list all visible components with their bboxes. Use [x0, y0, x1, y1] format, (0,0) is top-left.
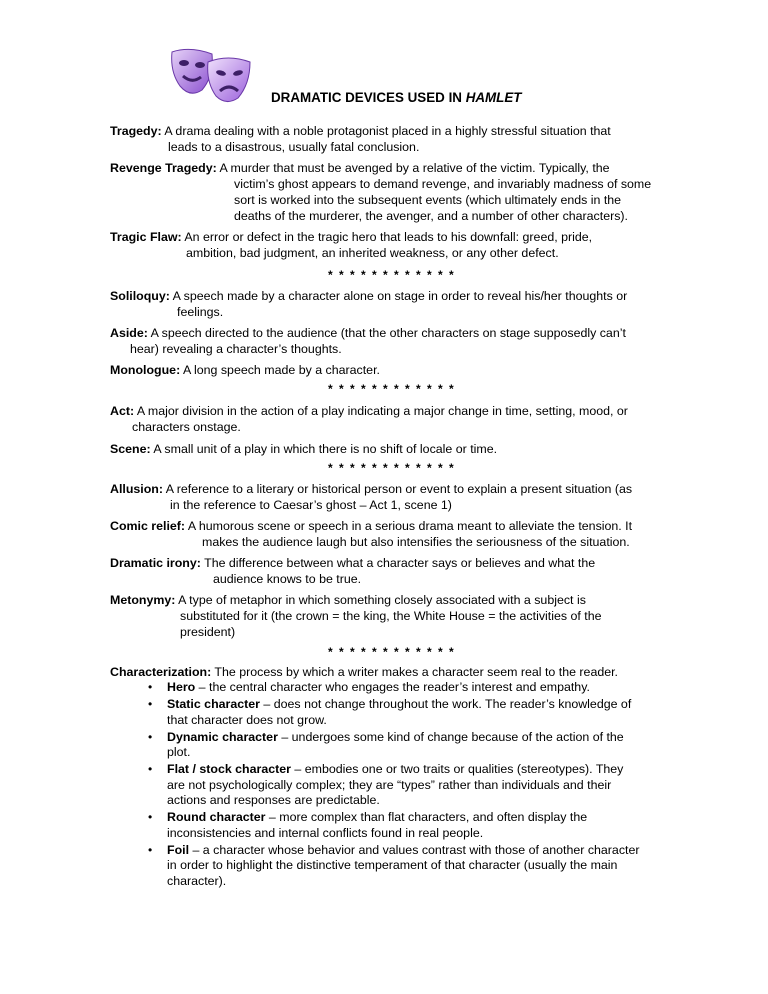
bullet-line: actions and responses are predictable.	[167, 793, 380, 808]
character-types-list	[110, 680, 670, 891]
entry-line: A speech made by a character alone on stage in order to reveal his/her thoughts or	[169, 289, 628, 303]
title-text: DRAMATIC DEVICES USED IN	[271, 90, 466, 105]
entry-line: A long speech made by a character.	[180, 363, 380, 377]
entry-dramatic-irony	[110, 555, 670, 587]
bullet-icon: •	[148, 697, 153, 712]
entry-term: Revenge Tragedy:	[110, 161, 217, 175]
entry-line: substituted for it (the crown = the king, the White House = the activities of the	[180, 609, 602, 623]
bullet-line: in order to highlight the distinctive temperament of that character (usually the main	[167, 858, 618, 873]
entry-line: audience knows to be true.	[213, 572, 362, 586]
section-divider: * * * * * * * * * * * *	[328, 268, 456, 282]
bullet-line: inconsistencies and internal conflicts found in real people.	[167, 825, 484, 840]
bullet-term: Hero	[167, 680, 196, 694]
entry-term: Allusion:	[110, 482, 163, 496]
entry-act	[110, 403, 670, 435]
entry-line: hear) revealing a character’s thoughts.	[130, 342, 342, 356]
page-title	[271, 90, 521, 105]
entry-term: Scene:	[110, 442, 151, 456]
entry-monologue	[110, 362, 670, 378]
entry-metonymy	[110, 592, 670, 640]
entry-line: A speech directed to the audience (that the other characters on stage supposedly can’t	[147, 326, 626, 340]
bullet-term: Round character	[167, 810, 266, 825]
entry-line: feelings.	[177, 305, 224, 319]
theater-masks-icon	[168, 46, 254, 106]
entry-term: Dramatic irony:	[110, 556, 201, 570]
bullet-line: that character does not grow.	[167, 712, 327, 727]
entry-scene	[110, 441, 670, 457]
entry-line: An error or defect in the tragic hero that leads to his downfall: greed, pride,	[181, 230, 593, 244]
bullet-line: – undergoes some kind of change because of the action of the	[277, 729, 624, 744]
bullet-line: – embodies one or two traits or qualities (stereotypes). They	[290, 762, 624, 777]
entry-line: president)	[180, 625, 236, 639]
entry-comic-relief	[110, 518, 670, 550]
entry-term: Characterization:	[110, 665, 212, 679]
entry-line: The process by which a writer makes a character seem real to the reader.	[211, 665, 618, 679]
entry-line: A humorous scene or speech in a serious drama meant to alleviate the tension. It	[185, 519, 633, 533]
bullet-line: character).	[167, 873, 227, 888]
bullet-term: Foil	[167, 842, 190, 857]
entry-line: The difference between what a character says or believes and what the	[200, 556, 596, 570]
entry-term: Act:	[110, 404, 135, 418]
list-item	[110, 762, 670, 808]
entry-line: deaths of the murderer, the avenger, and a number of other characters).	[234, 209, 628, 223]
entry-term: Tragic Flaw:	[110, 230, 182, 244]
entry-soliloquy	[110, 288, 670, 320]
entry-line: characters onstage.	[132, 420, 241, 434]
section-divider: * * * * * * * * * * * *	[328, 382, 456, 396]
bullet-line: are not psychologically complex; they are “types” rather than individuals and their	[167, 777, 612, 792]
list-item	[110, 843, 670, 889]
bullet-icon: •	[148, 680, 153, 694]
list-item	[110, 697, 670, 728]
bullet-icon: •	[148, 842, 153, 857]
entry-revenge-tragedy	[110, 160, 670, 224]
entry-line: A type of metaphor in which something closely associated with a subject is	[175, 593, 586, 607]
entry-allusion	[110, 481, 670, 513]
entry-line: A small unit of a play in which there is no shift of locale or time.	[150, 442, 498, 456]
bullet-line: – the central character who engages the reader’s interest and empathy.	[195, 680, 590, 694]
entry-line: ambition, bad judgment, an inherited weakness, or any other defect.	[186, 246, 559, 260]
entry-aside	[110, 325, 670, 357]
section-divider: * * * * * * * * * * * *	[328, 645, 456, 659]
bullet-line: – a character whose behavior and values contrast with those of another character	[189, 842, 640, 857]
entry-term: Aside:	[110, 326, 148, 340]
list-item	[110, 680, 670, 695]
bullet-icon: •	[148, 762, 153, 777]
list-item	[110, 810, 670, 841]
entry-line: A major division in the action of a play indicating a major change in time, setting, mood, or	[134, 404, 628, 418]
entry-term: Metonymy:	[110, 593, 176, 607]
section-divider: * * * * * * * * * * * *	[328, 461, 456, 475]
entry-term: Comic relief:	[110, 519, 186, 533]
bullet-term: Dynamic character	[167, 729, 278, 744]
entry-term: Soliloquy:	[110, 289, 170, 303]
bullet-icon: •	[148, 729, 153, 744]
entry-term: Tragedy:	[110, 124, 162, 138]
entry-term: Monologue:	[110, 363, 181, 377]
entry-line: makes the audience laugh but also intensifies the seriousness of the situation.	[202, 535, 630, 549]
entry-line: leads to a disastrous, usually fatal conclusion.	[168, 140, 420, 154]
bullet-line: – more complex than flat characters, and often display the	[265, 810, 588, 825]
entry-line: sort is worked into the subsequent events (which ultimately ends in the	[234, 193, 622, 207]
bullet-term: Static character	[167, 697, 260, 712]
entry-line: A reference to a literary or historical person or event to explain a present situation (as	[163, 482, 633, 496]
list-item	[110, 730, 670, 761]
bullet-line: – does not change throughout the work. The reader’s knowledge of	[259, 697, 632, 712]
bullet-line: plot.	[167, 745, 191, 760]
title-italic-text: HAMLET	[465, 90, 522, 105]
bullet-term: Flat / stock character	[167, 762, 291, 777]
entry-line: A drama dealing with a noble protagonist placed in a highly stressful situation that	[161, 124, 611, 138]
entry-line: A murder that must be avenged by a relative of the victim. Typically, the	[216, 161, 610, 175]
entry-tragic-flaw	[110, 229, 670, 261]
bullet-icon: •	[148, 810, 153, 825]
entry-line: victim’s ghost appears to demand revenge, and invariably madness of some	[234, 177, 652, 191]
entry-tragedy	[110, 123, 670, 155]
entry-line: in the reference to Caesar’s ghost – Act 1, scene 1)	[170, 498, 452, 512]
entry-characterization	[110, 664, 670, 680]
